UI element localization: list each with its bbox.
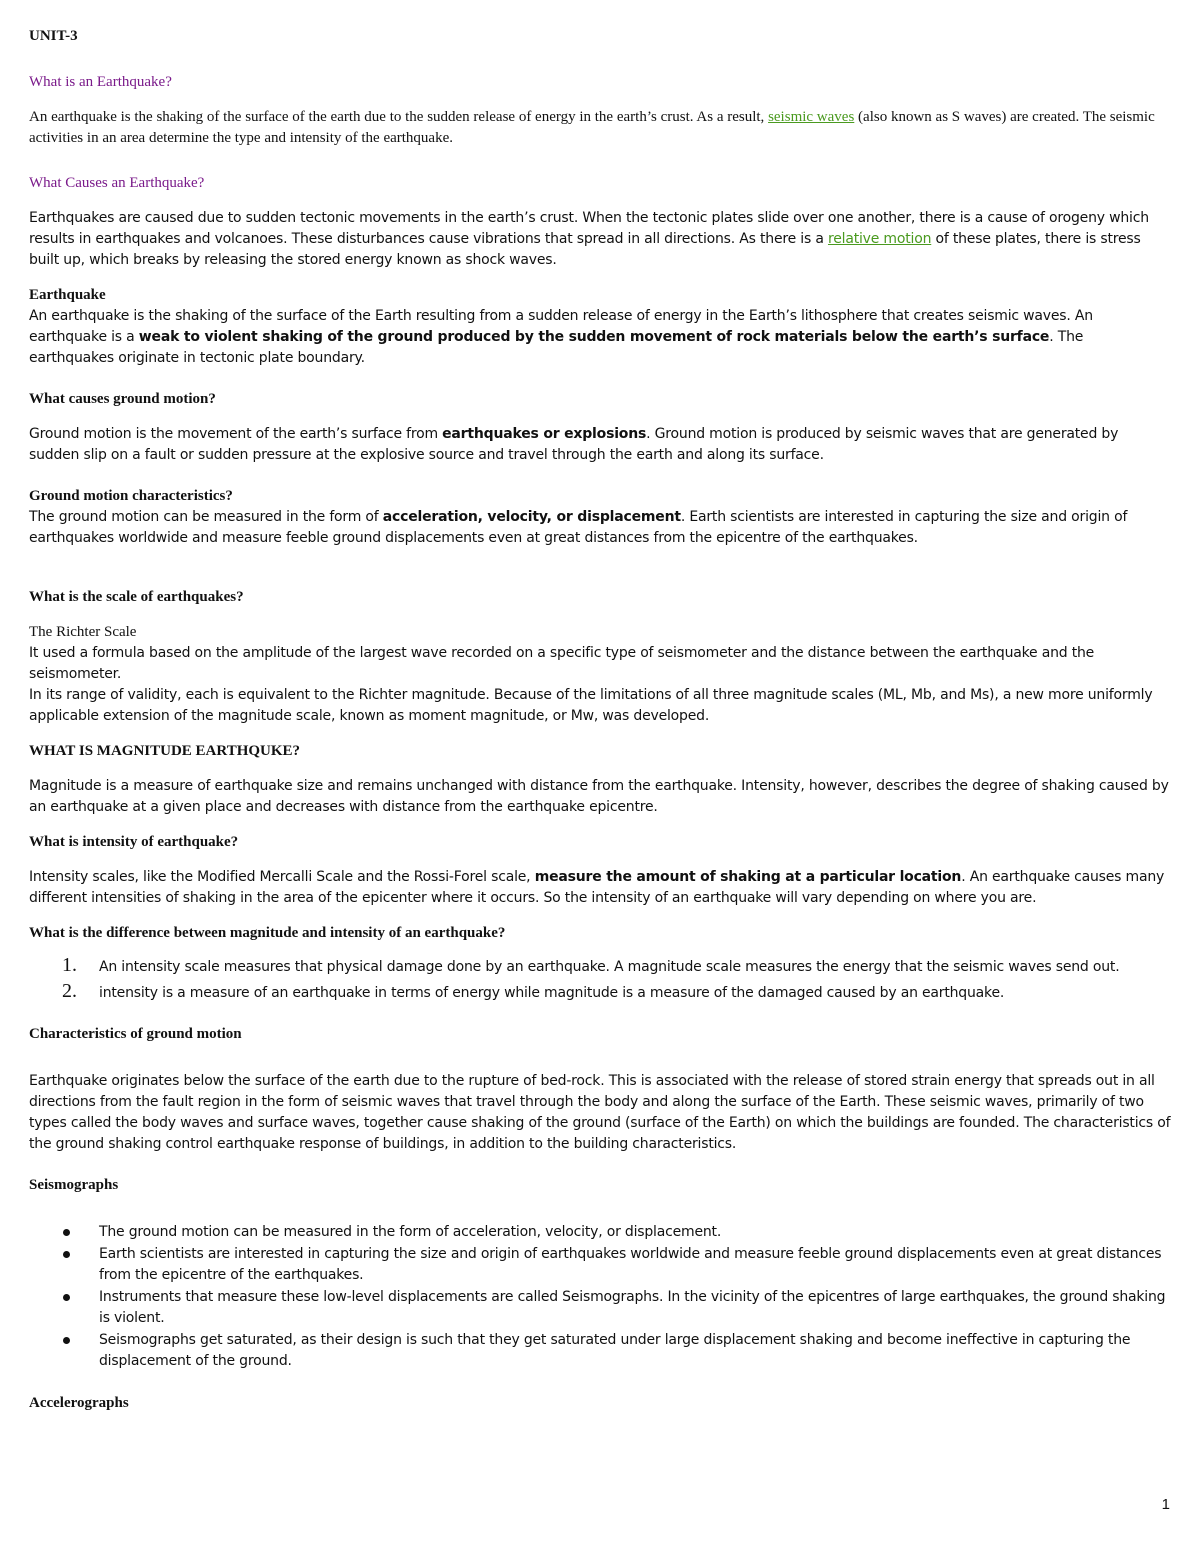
heading-scale: What is the scale of earthquakes?	[29, 589, 244, 605]
heading-richter-scale: The Richter Scale	[29, 624, 137, 640]
unit-title: UNIT-3	[29, 28, 78, 44]
heading-ground-motion: What causes ground motion?	[29, 391, 216, 407]
heading-gm-characteristics: Ground motion characteristics?	[29, 488, 233, 504]
paragraph-ground-motion: Ground motion is the movement of the earth’s surface from earthquakes or explosions. Ground motion is produced by seismic waves that are generated by sudden slip on a fault or sudden pressure at the explosive source and travel through the earth and along its surface.	[29, 426, 1119, 463]
seismographs-list	[29, 1222, 1172, 1372]
heading-earthquake: Earthquake	[29, 287, 106, 303]
list-item: 2. intensity is a measure of an earthquake in terms of energy while magnitude is a measure of the damaged caused by an earthquake.	[62, 980, 1005, 1002]
list-item: 1. An intensity scale measures that physical damage done by an earthquake. A magnitude scale measures the energy that the seismic waves send out.	[62, 954, 1120, 976]
paragraph-what-causes-earthquake: Earthquakes are caused due to sudden tectonic movements in the earth’s crust. When the tectonic plates slide over one another, there is a cause of orogeny which results in earthquakes and volcanoes. These disturbances cause vibrations that spread in all directions. As there is a relative motion of these plates, there is stress built up, which breaks by releasing the stored energy known as shock waves.	[29, 210, 1149, 268]
bullet-icon	[29, 1244, 99, 1265]
paragraph-intensity: Intensity scales, like the Modified Mercalli Scale and the Rossi-Forel scale, measure the amount of shaking at a particular location. An earthquake causes many different intensities of shaking in the area of the epicenter where it occurs. So the intensity of an earthquake will vary depending on where you are.	[29, 869, 1165, 906]
paragraph-gm-characteristics: The ground motion can be measured in the form of acceleration, velocity, or displacement. Earth scientists are interested in capturing the size and origin of earthquakes worldwide and measure feeble ground displacements even at great distances from the epicentre of the earthquakes.	[29, 509, 1128, 546]
list-item: The ground motion can be measured in the form of acceleration, velocity, or displacement.	[29, 1222, 1172, 1243]
paragraph-richter-2: In its range of validity, each is equivalent to the Richter magnitude. Because of the limitations of all three magnitude scales (ML, Mb, and Ms), a new more uniformly applicable extension of the magnitude scale, known as moment magnitude, or Mw, was developed.	[29, 687, 1153, 724]
page-number: 1	[1161, 1496, 1170, 1513]
heading-what-is-earthquake: What is an Earthquake?	[29, 74, 172, 90]
heading-what-causes-earthquake: What Causes an Earthquake?	[29, 175, 205, 191]
heading-intensity: What is intensity of earthquake?	[29, 834, 239, 850]
paragraph-earthquake: An earthquake is the shaking of the surface of the Earth resulting from a sudden release of energy in the Earth’s lithosphere that creates seismic waves. An earthquake is a weak to violent shaking of the ground produced by the sudden movement of rock materials below the earth’s surface. The earthquakes originate in tectonic plate boundary.	[29, 308, 1093, 366]
link-relative-motion[interactable]: relative motion	[827, 231, 932, 247]
heading-seismographs: Seismographs	[29, 1177, 119, 1193]
link-seismic-waves[interactable]: seismic waves	[768, 109, 855, 125]
list-item: Earth scientists are interested in capturing the size and origin of earthquakes worldwide and measure feeble ground displacements even at great distances from the epicentre of the earthquakes.	[29, 1244, 1172, 1286]
paragraph-characteristics: Earthquake originates below the surface of the earth due to the rupture of bed-rock. This is associated with the release of stored strain energy that spreads out in all directions from the fault region in the form of seismic waves that travel through the body and along the surface of the Earth. These seismic waves, primarily of two types called the body waves and surface waves, together cause shaking of the ground (surface of the Earth) on which the buildings are founded. The characteristics of the ground shaking control earthquake response of buildings, in addition to the building characteristics.	[29, 1073, 1171, 1152]
heading-difference: What is the difference between magnitude and intensity of an earthquake?	[29, 925, 506, 941]
paragraph-what-is-earthquake: An earthquake is the shaking of the surface of the earth due to the sudden release of energy in the earth’s crust. As a result, seismic waves (also known as S waves) are created. The seismic activities in an area determine the type and intensity of the earthquake.	[29, 109, 1155, 146]
list-item: Instruments that measure these low-level displacements are called Seismographs. In the vicinity of the epicentres of large earthquakes, the ground shaking is violent.	[29, 1287, 1172, 1329]
bullet-icon	[29, 1287, 99, 1308]
bullet-icon	[29, 1222, 99, 1243]
list-item: Seismographs get saturated, as their design is such that they get saturated under large displacement shaking and become ineffective in capturing the displacement of the ground.	[29, 1330, 1172, 1372]
difference-list	[29, 952, 1172, 1004]
heading-characteristics: Characteristics of ground motion	[29, 1026, 242, 1042]
bullet-icon	[29, 1330, 99, 1351]
heading-magnitude: WHAT IS MAGNITUDE EARTHQUKE?	[29, 743, 301, 759]
heading-accelerographs: Accelerographs	[29, 1395, 129, 1411]
paragraph-richter-1: It used a formula based on the amplitude of the largest wave recorded on a specific type of seismometer and the distance between the earthquake and the seismometer.	[29, 645, 1095, 682]
paragraph-magnitude: Magnitude is a measure of earthquake size and remains unchanged with distance from the earthquake. Intensity, however, describes the degree of shaking caused by an earthquake at a given place and decreases with distance from the earthquake epicentre.	[29, 778, 1169, 815]
